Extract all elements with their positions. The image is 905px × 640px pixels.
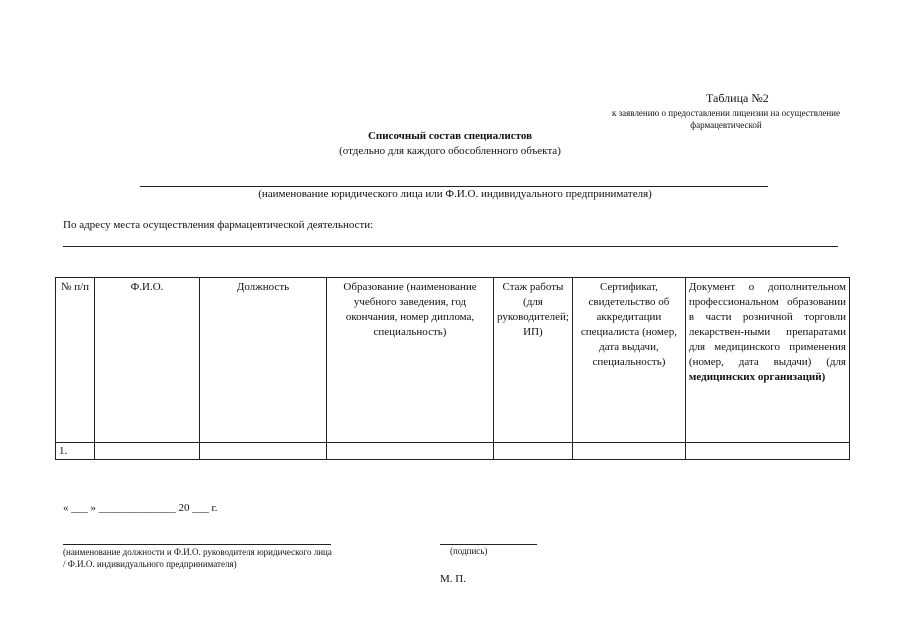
signature-caption: (подпись) bbox=[450, 546, 488, 556]
header-education: Образование (наименование учебного заведения, год окончания, номер диплома, специальность) bbox=[327, 278, 494, 443]
org-name-line bbox=[140, 186, 768, 187]
header-position: Должность bbox=[200, 278, 327, 443]
header-fio: Ф.И.О. bbox=[95, 278, 200, 443]
header-doc-bold-text: медицинских организаций) bbox=[688, 371, 826, 383]
signer-caption: (наименование должности и Ф.И.О. руководителя юридического лица / Ф.И.О. индивидуального предпринимателя) bbox=[63, 547, 332, 569]
stamp-place-label: М. П. bbox=[440, 573, 466, 585]
address-line bbox=[63, 246, 838, 247]
table-number-label: Таблица №2 bbox=[706, 91, 769, 105]
header-experience: Стаж работы (для руководителей; ИП) bbox=[494, 278, 573, 443]
table-header-row bbox=[56, 278, 850, 443]
application-note: к заявлению о предоставлении лицензии на осуществление фармацевтической bbox=[612, 108, 840, 130]
document-title: Списочный состав специалистов bbox=[367, 130, 533, 142]
signer-line bbox=[63, 544, 331, 545]
signature-line bbox=[440, 544, 537, 545]
header-num: № п/п bbox=[56, 278, 95, 443]
org-name-caption: (наименование юридического лица или Ф.И.О. индивидуального предпринимателя) bbox=[258, 188, 652, 200]
specialists-table bbox=[55, 277, 850, 460]
header-additional-education bbox=[685, 278, 849, 443]
row-document-cell[interactable] bbox=[685, 443, 849, 460]
document-subtitle: (отдельно для каждого обособленного объекта) bbox=[339, 145, 561, 157]
header-doc-text: Документ о дополнительном профессиональном образовании в части розничной торговли лекарствен-ными препаратами для медицинского применения (номер, дата выдачи) (для bbox=[688, 281, 846, 368]
row-position-cell[interactable] bbox=[200, 443, 327, 460]
row-experience-cell[interactable] bbox=[494, 443, 573, 460]
row-num-cell[interactable]: 1. bbox=[56, 443, 95, 460]
row-fio-cell[interactable] bbox=[95, 443, 200, 460]
table-row bbox=[56, 443, 850, 460]
address-label: По адресу места осуществления фармацевтической деятельности: bbox=[63, 219, 374, 231]
date-line: « ___ » ______________ 20 ___ г. bbox=[63, 502, 218, 514]
row-certificate-cell[interactable] bbox=[572, 443, 685, 460]
row-education-cell[interactable] bbox=[327, 443, 494, 460]
header-certificate: Сертификат, свидетельство об аккредитации специалиста (номер, дата выдачи, специальность) bbox=[572, 278, 685, 443]
